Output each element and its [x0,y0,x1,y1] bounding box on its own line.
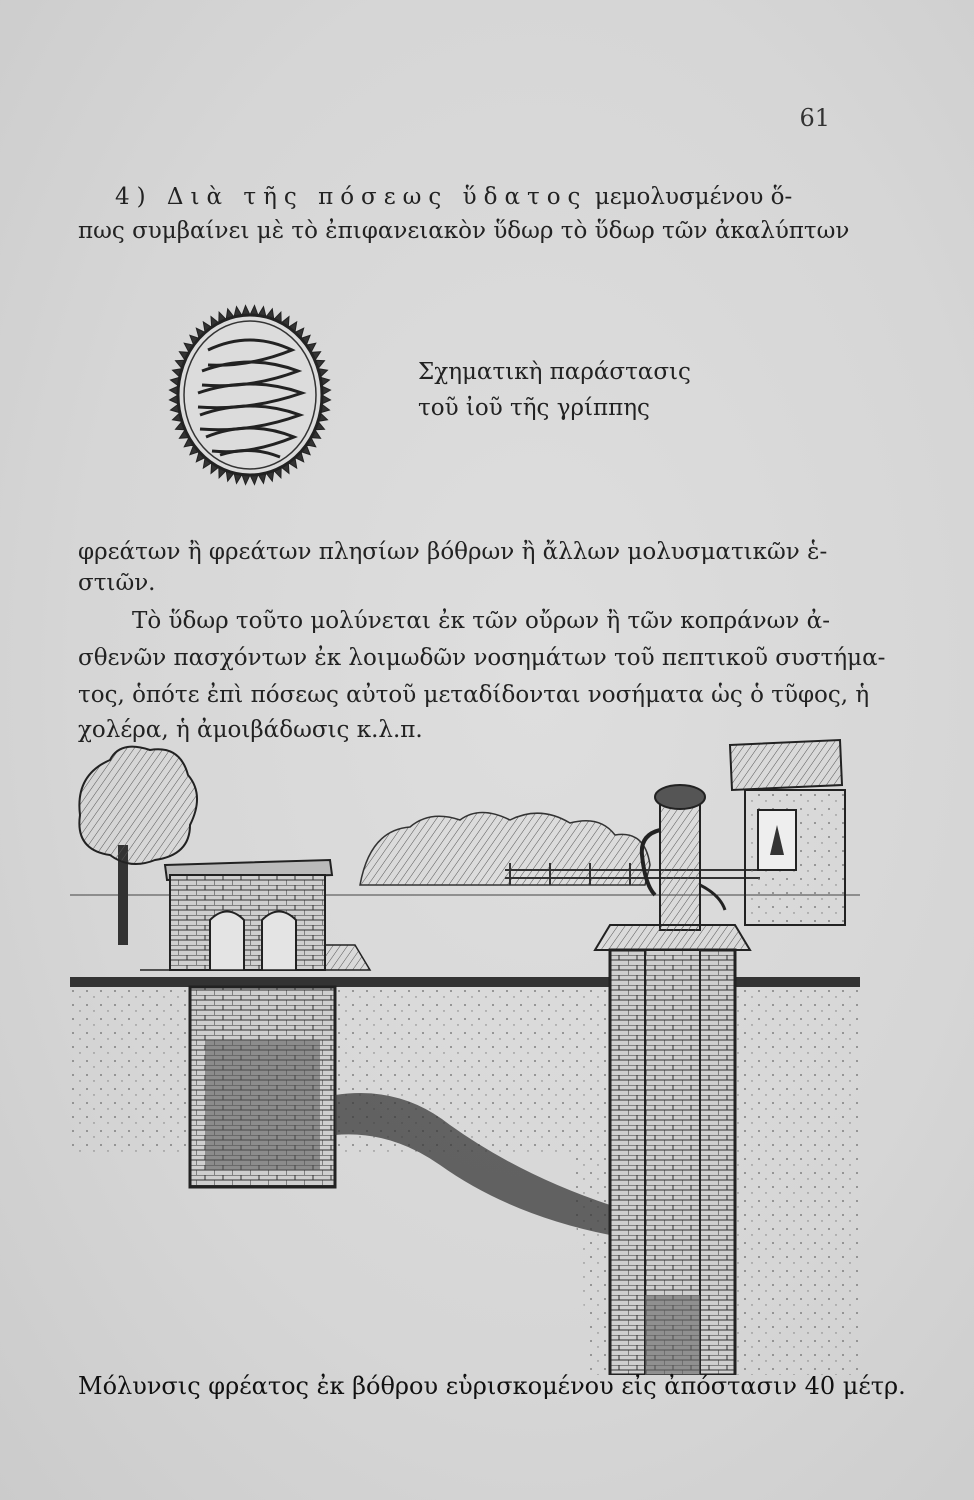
body-line-5: τος, ὁπότε ἐπὶ πόσεως αὐτοῦ μεταδίδονται νοσήματα ὡς ὁ τῦφος, ἡ [78,682,870,708]
well-contamination-illustration [70,735,860,1375]
body-line-2: στιῶν. [78,570,156,596]
well-shaft [595,925,750,1375]
body-line-1: φρεάτων ἢ φρεάτων πλησίων βόθρων ἢ ἄλλων μολυσματικῶν ἑ- [78,539,828,565]
intro-line-1 [115,182,792,212]
privy-building [140,860,370,970]
intro-lead: 4) Διὰ τῆς πόσεως ὕδατος [115,184,588,210]
well-figure-caption: Μόλυνσις φρέατος ἐκ βόθρου εὑρισκομένου εἰς ἀπόστασιν 40 μέτρ. [78,1372,906,1400]
water-pump [642,785,725,930]
virus-caption-line-1: Σχηματικὴ παράστασις [418,359,691,385]
body-line-3: Τὸ ὕδωρ τοῦτο μολύνεται ἐκ τῶν οὔρων ἢ τῶν κοπράνων ἀ- [132,608,830,634]
intro-line-1-rest: μεμολυσμένου ὅ- [594,184,793,210]
virus-caption-line-2: τοῦ ἰοῦ τῆς γρίππης [418,395,650,421]
background-trees [360,813,650,886]
virus-figure-caption [418,354,691,426]
page-number: 61 [799,104,830,132]
body-line-6: χολέρα, ἡ ἀμοιβάδωσις κ.λ.π. [78,717,423,743]
cesspit [190,987,335,1187]
house [730,740,845,925]
body-line-4: σθενῶν πασχόντων ἐκ λοιμωδῶν νοσημάτων τοῦ πεπτικοῦ συστήμα- [78,645,886,671]
intro-line-2: πως συμβαίνει μὲ τὸ ἐπιφανειακὸν ὕδωρ τὸ ὕδωρ τῶν ἀκαλύπτων [78,218,850,244]
influenza-virus-diagram [150,295,350,495]
